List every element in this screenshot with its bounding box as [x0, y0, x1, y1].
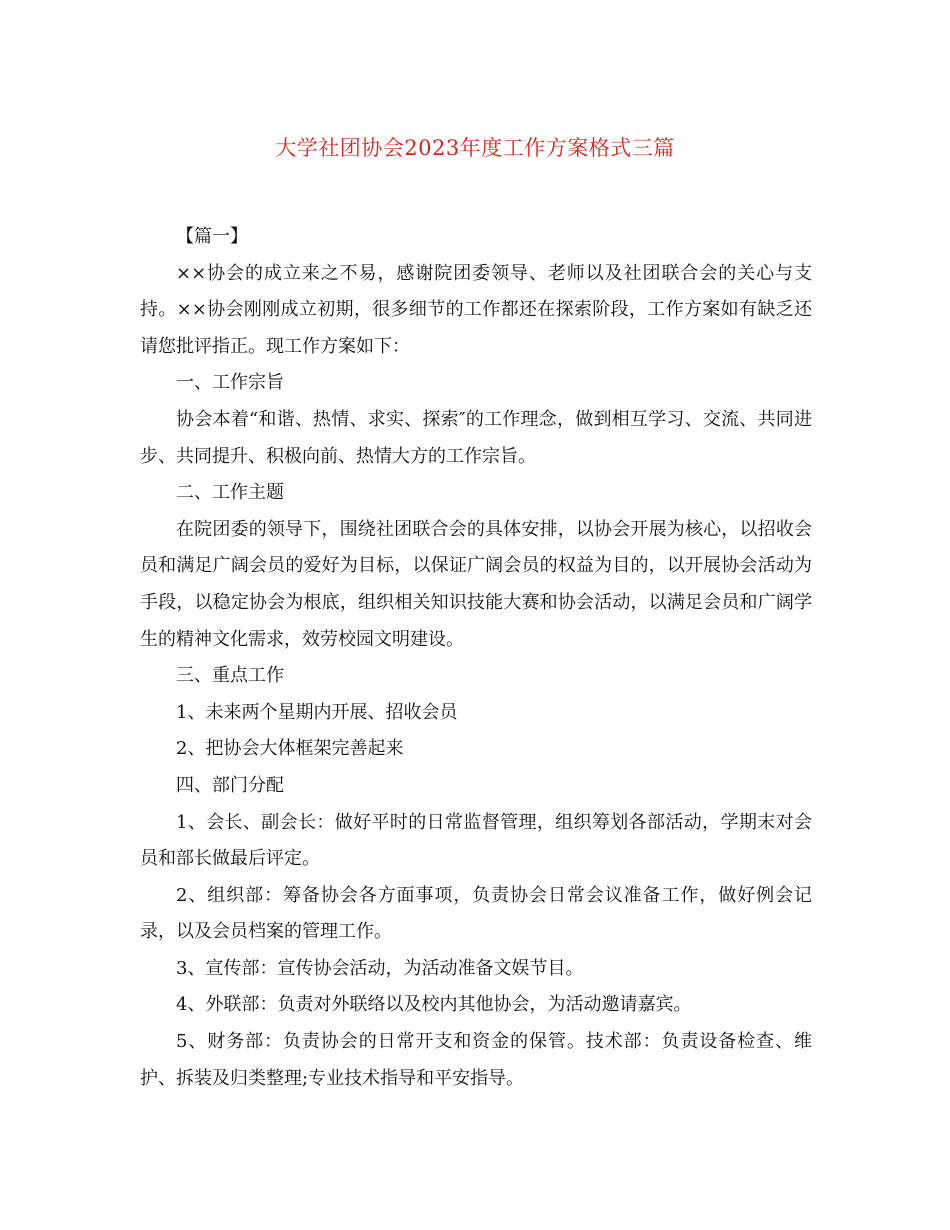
work-purpose-paragraph: 协会本着“和谐、热情、求实、探索″的工作理念，做到相互学习、交流、共同进步、共同提升、积极向前、热情大方的工作宗旨。 [140, 408, 812, 467]
heading-department-allocation: 四、部门分配 [176, 774, 284, 796]
department-item-president: 1、会长、副会长：做好平时的日常监督管理，组织筹划各部活动，学期末对会员和部长做最后评定。 [140, 811, 812, 870]
key-work-item-1: 1、未来两个星期内开展、招收会员 [176, 701, 458, 723]
heading-work-purpose: 一、工作宗旨 [176, 372, 284, 394]
work-theme-paragraph: 在院团委的领导下，围绕社团联合会的具体安排，以协会开展为核心，以招收会员和满足广阔会员的爱好为目标，以保证广阔会员的权益为目的，以开展协会活动为手段，以稳定协会为根底，组织相关知识技能大赛和协会活动，以满足会员和广阔学生的精神文化需求，效劳校园文明建设。 [140, 518, 812, 650]
key-work-item-2: 2、把协会大体框架完善起来 [176, 738, 404, 760]
heading-work-theme: 二、工作主题 [176, 482, 284, 504]
department-item-external-relations: 4、外联部：负责对外联络以及校内其他协会，为活动邀请嘉宾。 [176, 994, 692, 1016]
department-item-publicity: 3、宣传部：宣传协会活动，为活动准备文娱节目。 [176, 957, 584, 979]
document-title: 大学社团协会2023年度工作方案格式三篇 [275, 136, 675, 160]
department-item-organization: 2、组织部：筹备协会各方面事项，负责协会日常会议准备工作，做好例会记录，以及会员档案的管理工作。 [140, 884, 812, 943]
department-item-finance-technology: 5、财务部：负责协会的日常开支和资金的保管。技术部：负责设备检查、维护、拆装及归类整理;专业技术指导和平安指导。 [140, 1031, 812, 1089]
document-body [140, 219, 812, 1097]
heading-key-work: 三、重点工作 [176, 665, 284, 687]
section-heading-part-one: 【篇一】 [176, 226, 248, 247]
intro-paragraph: ××协会的成立来之不易，感谢院团委领导、老师以及社团联合会的关心与支持。××协会刚刚成立初期，很多细节的工作都还在探索阶段，工作方案如有缺乏还请您批评指正。现工作方案如下： [140, 262, 812, 357]
